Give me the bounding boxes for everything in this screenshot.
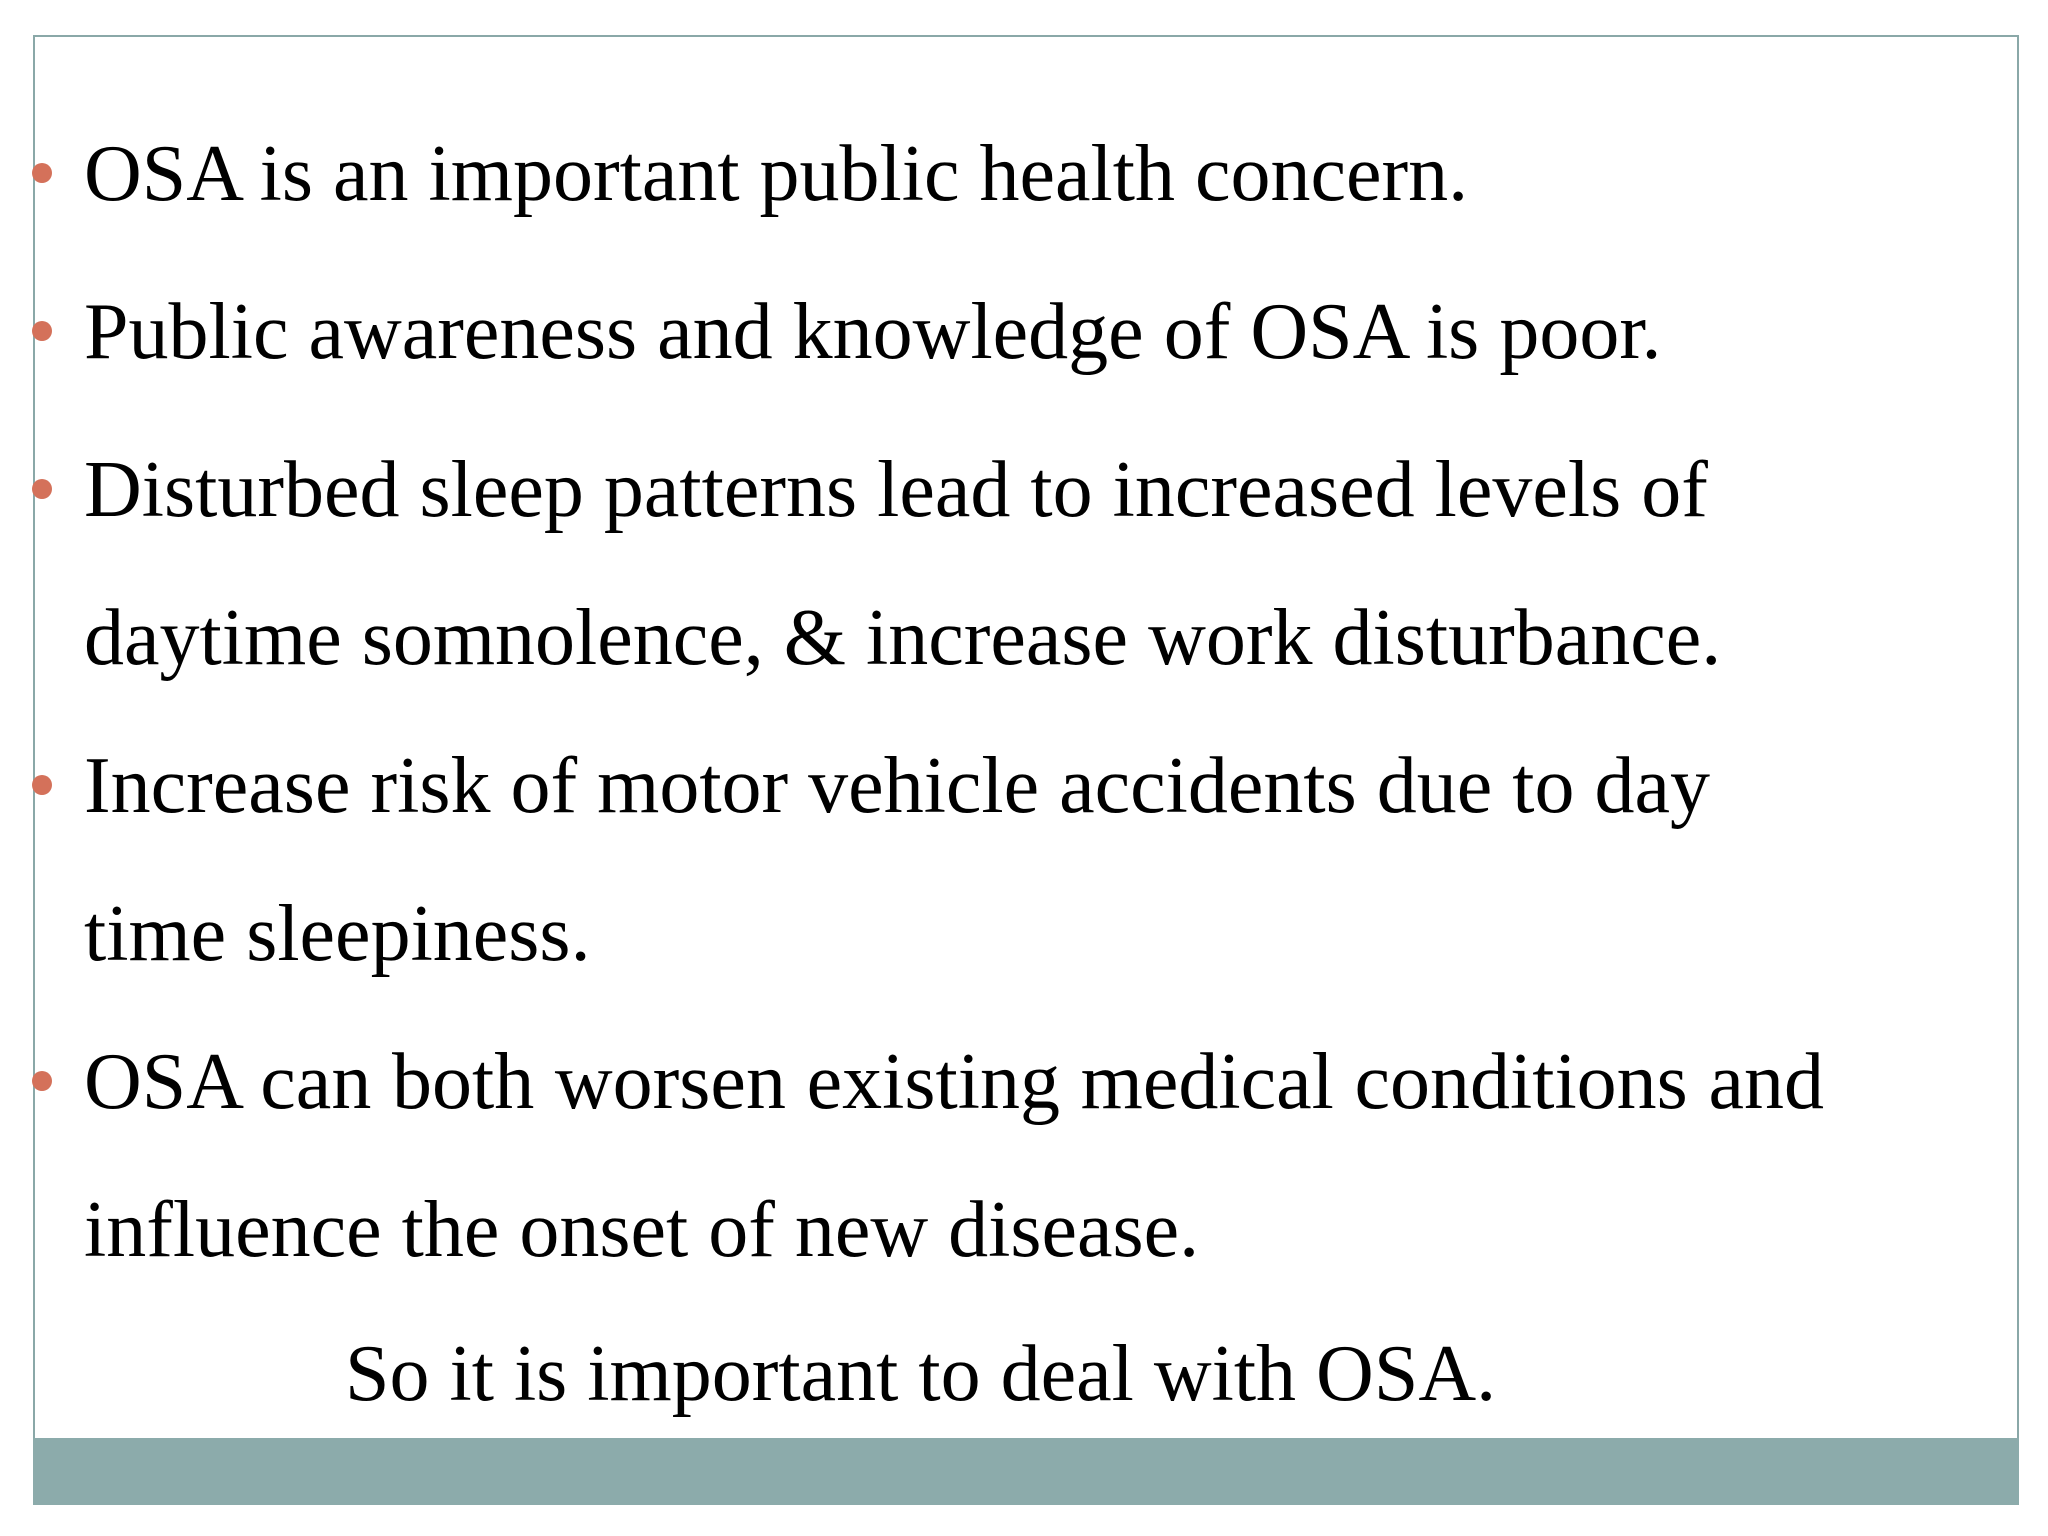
- bullet-text: Disturbed sleep patterns lead to increased levels of daytime somnolence, & increase work disturbance.: [84, 446, 1722, 682]
- bullet-item: [84, 258, 1844, 406]
- bullet-dot-icon: [32, 163, 52, 183]
- bullet-text: Increase risk of motor vehicle accidents due to day time sleepiness.: [84, 742, 1711, 978]
- bullet-dot-icon: [32, 479, 52, 499]
- bullet-item: [84, 712, 1864, 1008]
- bullet-dot-icon: [32, 321, 52, 341]
- conclusion-text: So it is important to deal with OSA.: [345, 1330, 1497, 1418]
- bullet-text: Public awareness and knowledge of OSA is poor.: [84, 288, 1662, 376]
- bullet-dot-icon: [32, 775, 52, 795]
- bullet-item: [84, 416, 1864, 712]
- bullet-item: [84, 1008, 1824, 1304]
- bullet-dot-icon: [32, 1071, 52, 1091]
- bullet-item: [84, 100, 1844, 248]
- bullet-text: OSA can both worsen existing medical conditions and influence the onset of new disease.: [84, 1038, 1824, 1274]
- bullet-text: OSA is an important public health concern.: [84, 130, 1469, 218]
